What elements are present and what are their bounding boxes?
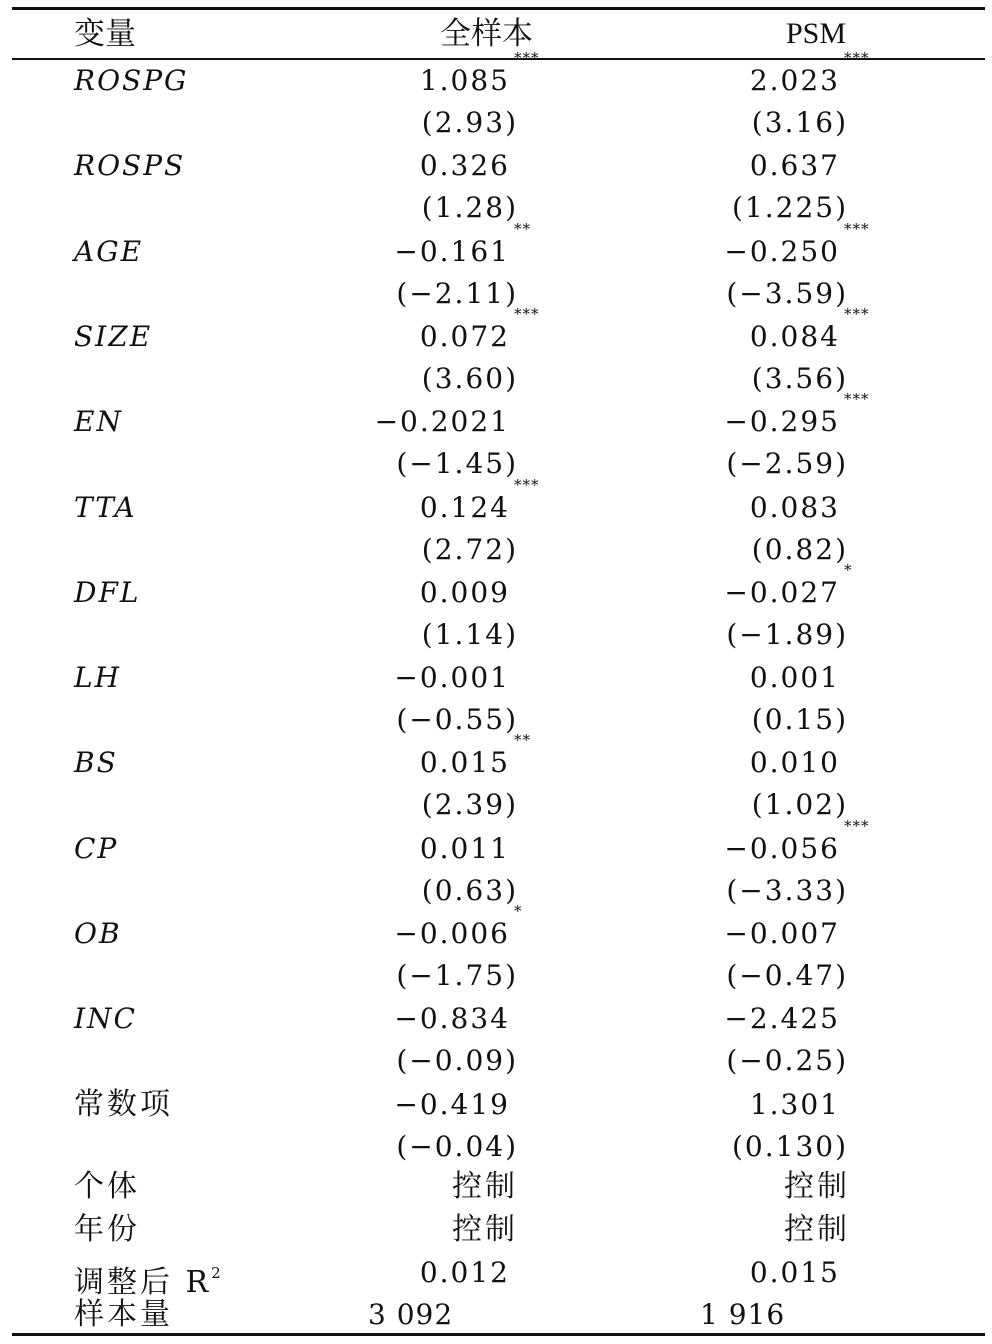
full-sample-value: 0.012 bbox=[419, 1256, 510, 1289]
psm-tstat: (−1.89) bbox=[726, 618, 848, 651]
full-sample-coef bbox=[394, 998, 510, 1040]
table-row-adj-r2 bbox=[0, 1252, 992, 1300]
full-sample-coef-number bbox=[419, 49, 540, 102]
significance-stars: * bbox=[514, 902, 523, 920]
table-row bbox=[0, 902, 992, 955]
full-sample-coef-number bbox=[419, 476, 540, 529]
coefficient: 0.010 bbox=[749, 746, 840, 779]
full-sample-coef bbox=[394, 1084, 510, 1126]
table-row-tstat bbox=[0, 1126, 992, 1168]
psm-value: 1 916 bbox=[700, 1298, 786, 1331]
full-sample-tstat: (−2.11) bbox=[396, 277, 518, 310]
psm-tstat: (−3.33) bbox=[726, 874, 848, 907]
full-sample-coef-number bbox=[394, 220, 531, 273]
table-row-tstat bbox=[0, 102, 992, 144]
row-label: CP bbox=[74, 832, 119, 865]
psm-coef bbox=[750, 487, 840, 529]
table-row-tstat bbox=[0, 870, 992, 912]
full-sample-tstat: (0.63) bbox=[421, 874, 518, 907]
psm-value: 0.015 bbox=[749, 1256, 840, 1289]
coefficient: −0.834 bbox=[394, 1002, 510, 1035]
coefficient: −0.250 bbox=[724, 235, 840, 268]
full-sample-tstat: (−0.04) bbox=[396, 1130, 518, 1163]
psm-tstat: (0.15) bbox=[751, 703, 848, 736]
header-full-sample: 全样本 bbox=[440, 16, 533, 52]
psm-coef bbox=[724, 913, 840, 955]
table-row bbox=[0, 145, 992, 187]
row-label: DFL bbox=[74, 576, 141, 609]
table-row bbox=[0, 305, 992, 358]
table-row bbox=[0, 817, 992, 870]
bottom-rule bbox=[12, 1333, 985, 1336]
full-sample-tstat: (−0.09) bbox=[396, 1044, 518, 1077]
psm-tstat: (−2.59) bbox=[726, 447, 848, 480]
full-sample-coef bbox=[375, 401, 510, 443]
psm-tstat: (1.225) bbox=[731, 191, 848, 224]
psm-tstat: (1.02) bbox=[751, 788, 848, 821]
table-row bbox=[0, 561, 992, 614]
psm-tstat: (3.56) bbox=[751, 362, 848, 395]
coefficient: 0.015 bbox=[419, 746, 510, 779]
full-sample-value: 控制 bbox=[452, 1169, 518, 1204]
full-sample-coef-number bbox=[420, 572, 510, 614]
psm-tstat: (−0.25) bbox=[726, 1044, 848, 1077]
full-sample-coef-number bbox=[375, 401, 510, 443]
psm-coef bbox=[749, 305, 870, 358]
full-sample-coef-number bbox=[394, 902, 523, 955]
psm-coef bbox=[724, 817, 870, 870]
psm-coef-number bbox=[750, 487, 840, 529]
table-row-tstat bbox=[0, 699, 992, 741]
coefficient: −0.027 bbox=[724, 576, 840, 609]
coefficient: 0.124 bbox=[419, 491, 510, 524]
psm-coef-number bbox=[724, 390, 870, 443]
full-sample-coef bbox=[419, 305, 540, 358]
row-label: 样本量 bbox=[74, 1297, 173, 1332]
table-row bbox=[0, 220, 992, 273]
table-row bbox=[0, 731, 992, 784]
psm-tstat: (−3.59) bbox=[726, 277, 848, 310]
full-sample-coef bbox=[394, 657, 510, 699]
table-row-tstat bbox=[0, 443, 992, 485]
significance-stars: *** bbox=[844, 817, 870, 835]
full-sample-coef-number bbox=[394, 657, 510, 699]
coefficient: 1.301 bbox=[749, 1088, 840, 1121]
coefficient: 1.085 bbox=[419, 64, 510, 97]
full-sample-value: 3 092 bbox=[368, 1298, 454, 1331]
psm-coef bbox=[749, 49, 870, 102]
table-row-n bbox=[0, 1294, 992, 1336]
table-row-individual bbox=[0, 1166, 992, 1208]
table-row-tstat bbox=[0, 614, 992, 656]
coefficient: 0.637 bbox=[749, 149, 840, 182]
row-label: OB bbox=[74, 917, 122, 950]
coefficient: 0.001 bbox=[749, 661, 840, 694]
significance-stars: *** bbox=[844, 305, 870, 323]
row-label: INC bbox=[74, 1002, 137, 1035]
table-row bbox=[0, 49, 992, 102]
psm-tstat: (−0.47) bbox=[726, 959, 848, 992]
full-sample-tstat: (2.72) bbox=[421, 533, 518, 566]
full-sample-coef bbox=[420, 828, 510, 870]
full-sample-tstat: (−0.55) bbox=[396, 703, 518, 736]
coefficient: 0.083 bbox=[749, 491, 840, 524]
full-sample-coef bbox=[420, 145, 510, 187]
table-row bbox=[0, 998, 992, 1040]
psm-tstat: (0.82) bbox=[751, 533, 848, 566]
psm-value: 控制 bbox=[784, 1169, 850, 1204]
full-sample-tstat: (2.93) bbox=[421, 106, 518, 139]
significance-stars: *** bbox=[514, 305, 540, 323]
significance-stars: *** bbox=[514, 476, 540, 494]
coefficient: 0.084 bbox=[749, 320, 840, 353]
row-label: SIZE bbox=[74, 320, 153, 353]
full-sample-coef bbox=[419, 731, 531, 784]
significance-stars: *** bbox=[844, 390, 870, 408]
coefficient: −0.2021 bbox=[374, 405, 510, 438]
coefficient: 0.326 bbox=[419, 149, 510, 182]
full-sample-tstat: (3.60) bbox=[421, 362, 518, 395]
row-label: 常数项 bbox=[74, 1087, 173, 1122]
psm-coef bbox=[750, 1084, 840, 1126]
row-label: LH bbox=[74, 661, 122, 694]
coefficient: −0.295 bbox=[724, 405, 840, 438]
coefficient: −0.007 bbox=[724, 917, 840, 950]
row-label: EN bbox=[74, 405, 123, 438]
full-sample-coef-number bbox=[420, 828, 510, 870]
top-rule bbox=[12, 7, 985, 10]
full-sample-coef bbox=[420, 572, 510, 614]
psm-tstat: (0.130) bbox=[731, 1130, 848, 1163]
full-sample-tstat: (2.39) bbox=[421, 788, 518, 821]
header-psm: PSM bbox=[786, 17, 847, 50]
significance-stars: ** bbox=[514, 731, 531, 749]
adj-r2-label: 调整后 R bbox=[74, 1265, 212, 1300]
coefficient: 2.023 bbox=[749, 64, 840, 97]
header-variable: 变量 bbox=[74, 16, 136, 52]
table-row-tstat bbox=[0, 1040, 992, 1082]
row-label: AGE bbox=[74, 235, 144, 268]
psm-coef-number bbox=[724, 561, 853, 614]
coefficient: 0.072 bbox=[419, 320, 510, 353]
psm-coef-number bbox=[749, 49, 870, 102]
adj-r2-superscript: 2 bbox=[211, 1264, 224, 1282]
psm-value: 控制 bbox=[784, 1212, 850, 1247]
full-sample-coef-number bbox=[420, 145, 510, 187]
coefficient: −0.161 bbox=[394, 235, 510, 268]
coefficient: −0.419 bbox=[394, 1088, 510, 1121]
row-label: 年份 bbox=[74, 1212, 140, 1247]
psm-coef bbox=[750, 657, 840, 699]
row-label: TTA bbox=[74, 491, 137, 524]
psm-coef-number bbox=[750, 657, 840, 699]
psm-coef-number bbox=[750, 742, 840, 784]
full-sample-tstat: (1.14) bbox=[421, 618, 518, 651]
psm-coef bbox=[724, 998, 840, 1040]
psm-coef-number bbox=[724, 998, 840, 1040]
full-sample-coef bbox=[394, 220, 531, 273]
full-sample-coef bbox=[419, 49, 540, 102]
psm-coef bbox=[750, 145, 840, 187]
full-sample-tstat: (−1.45) bbox=[396, 447, 518, 480]
significance-stars: ** bbox=[514, 220, 531, 238]
psm-coef bbox=[750, 742, 840, 784]
psm-coef bbox=[724, 220, 870, 273]
psm-coef bbox=[724, 561, 853, 614]
coefficient: 0.009 bbox=[419, 576, 510, 609]
significance-stars: *** bbox=[844, 49, 870, 67]
full-sample-coef-number bbox=[394, 998, 510, 1040]
table-row bbox=[0, 390, 992, 443]
significance-stars: *** bbox=[844, 220, 870, 238]
psm-coef-number bbox=[724, 817, 870, 870]
psm-coef-number bbox=[724, 913, 840, 955]
full-sample-coef-number bbox=[394, 1084, 510, 1126]
psm-coef-number bbox=[750, 1084, 840, 1126]
row-label: ROSPG bbox=[74, 64, 189, 97]
full-sample-value: 控制 bbox=[452, 1212, 518, 1247]
significance-stars: *** bbox=[514, 49, 540, 67]
coefficient: 0.011 bbox=[419, 832, 510, 865]
coefficient: −0.001 bbox=[394, 661, 510, 694]
row-label: BS bbox=[74, 746, 118, 779]
psm-coef-number bbox=[749, 305, 870, 358]
coefficient: −0.056 bbox=[724, 832, 840, 865]
table-row bbox=[0, 1084, 992, 1126]
psm-coef-number bbox=[724, 220, 870, 273]
table-row bbox=[0, 476, 992, 529]
full-sample-coef-number bbox=[419, 305, 540, 358]
significance-stars: * bbox=[844, 561, 853, 579]
psm-tstat: (3.16) bbox=[751, 106, 848, 139]
table-row-year bbox=[0, 1209, 992, 1251]
table-row bbox=[0, 657, 992, 699]
full-sample-coef bbox=[419, 476, 540, 529]
full-sample-coef bbox=[394, 902, 523, 955]
table-row-tstat bbox=[0, 955, 992, 997]
coefficient: −2.425 bbox=[724, 1002, 840, 1035]
row-label: 个体 bbox=[74, 1169, 140, 1204]
psm-coef-number bbox=[750, 145, 840, 187]
full-sample-coef-number bbox=[419, 731, 531, 784]
full-sample-tstat: (−1.75) bbox=[396, 959, 518, 992]
row-label: ROSPS bbox=[74, 149, 186, 182]
psm-coef bbox=[724, 390, 870, 443]
full-sample-tstat: (1.28) bbox=[421, 191, 518, 224]
coefficient: −0.006 bbox=[394, 917, 510, 950]
